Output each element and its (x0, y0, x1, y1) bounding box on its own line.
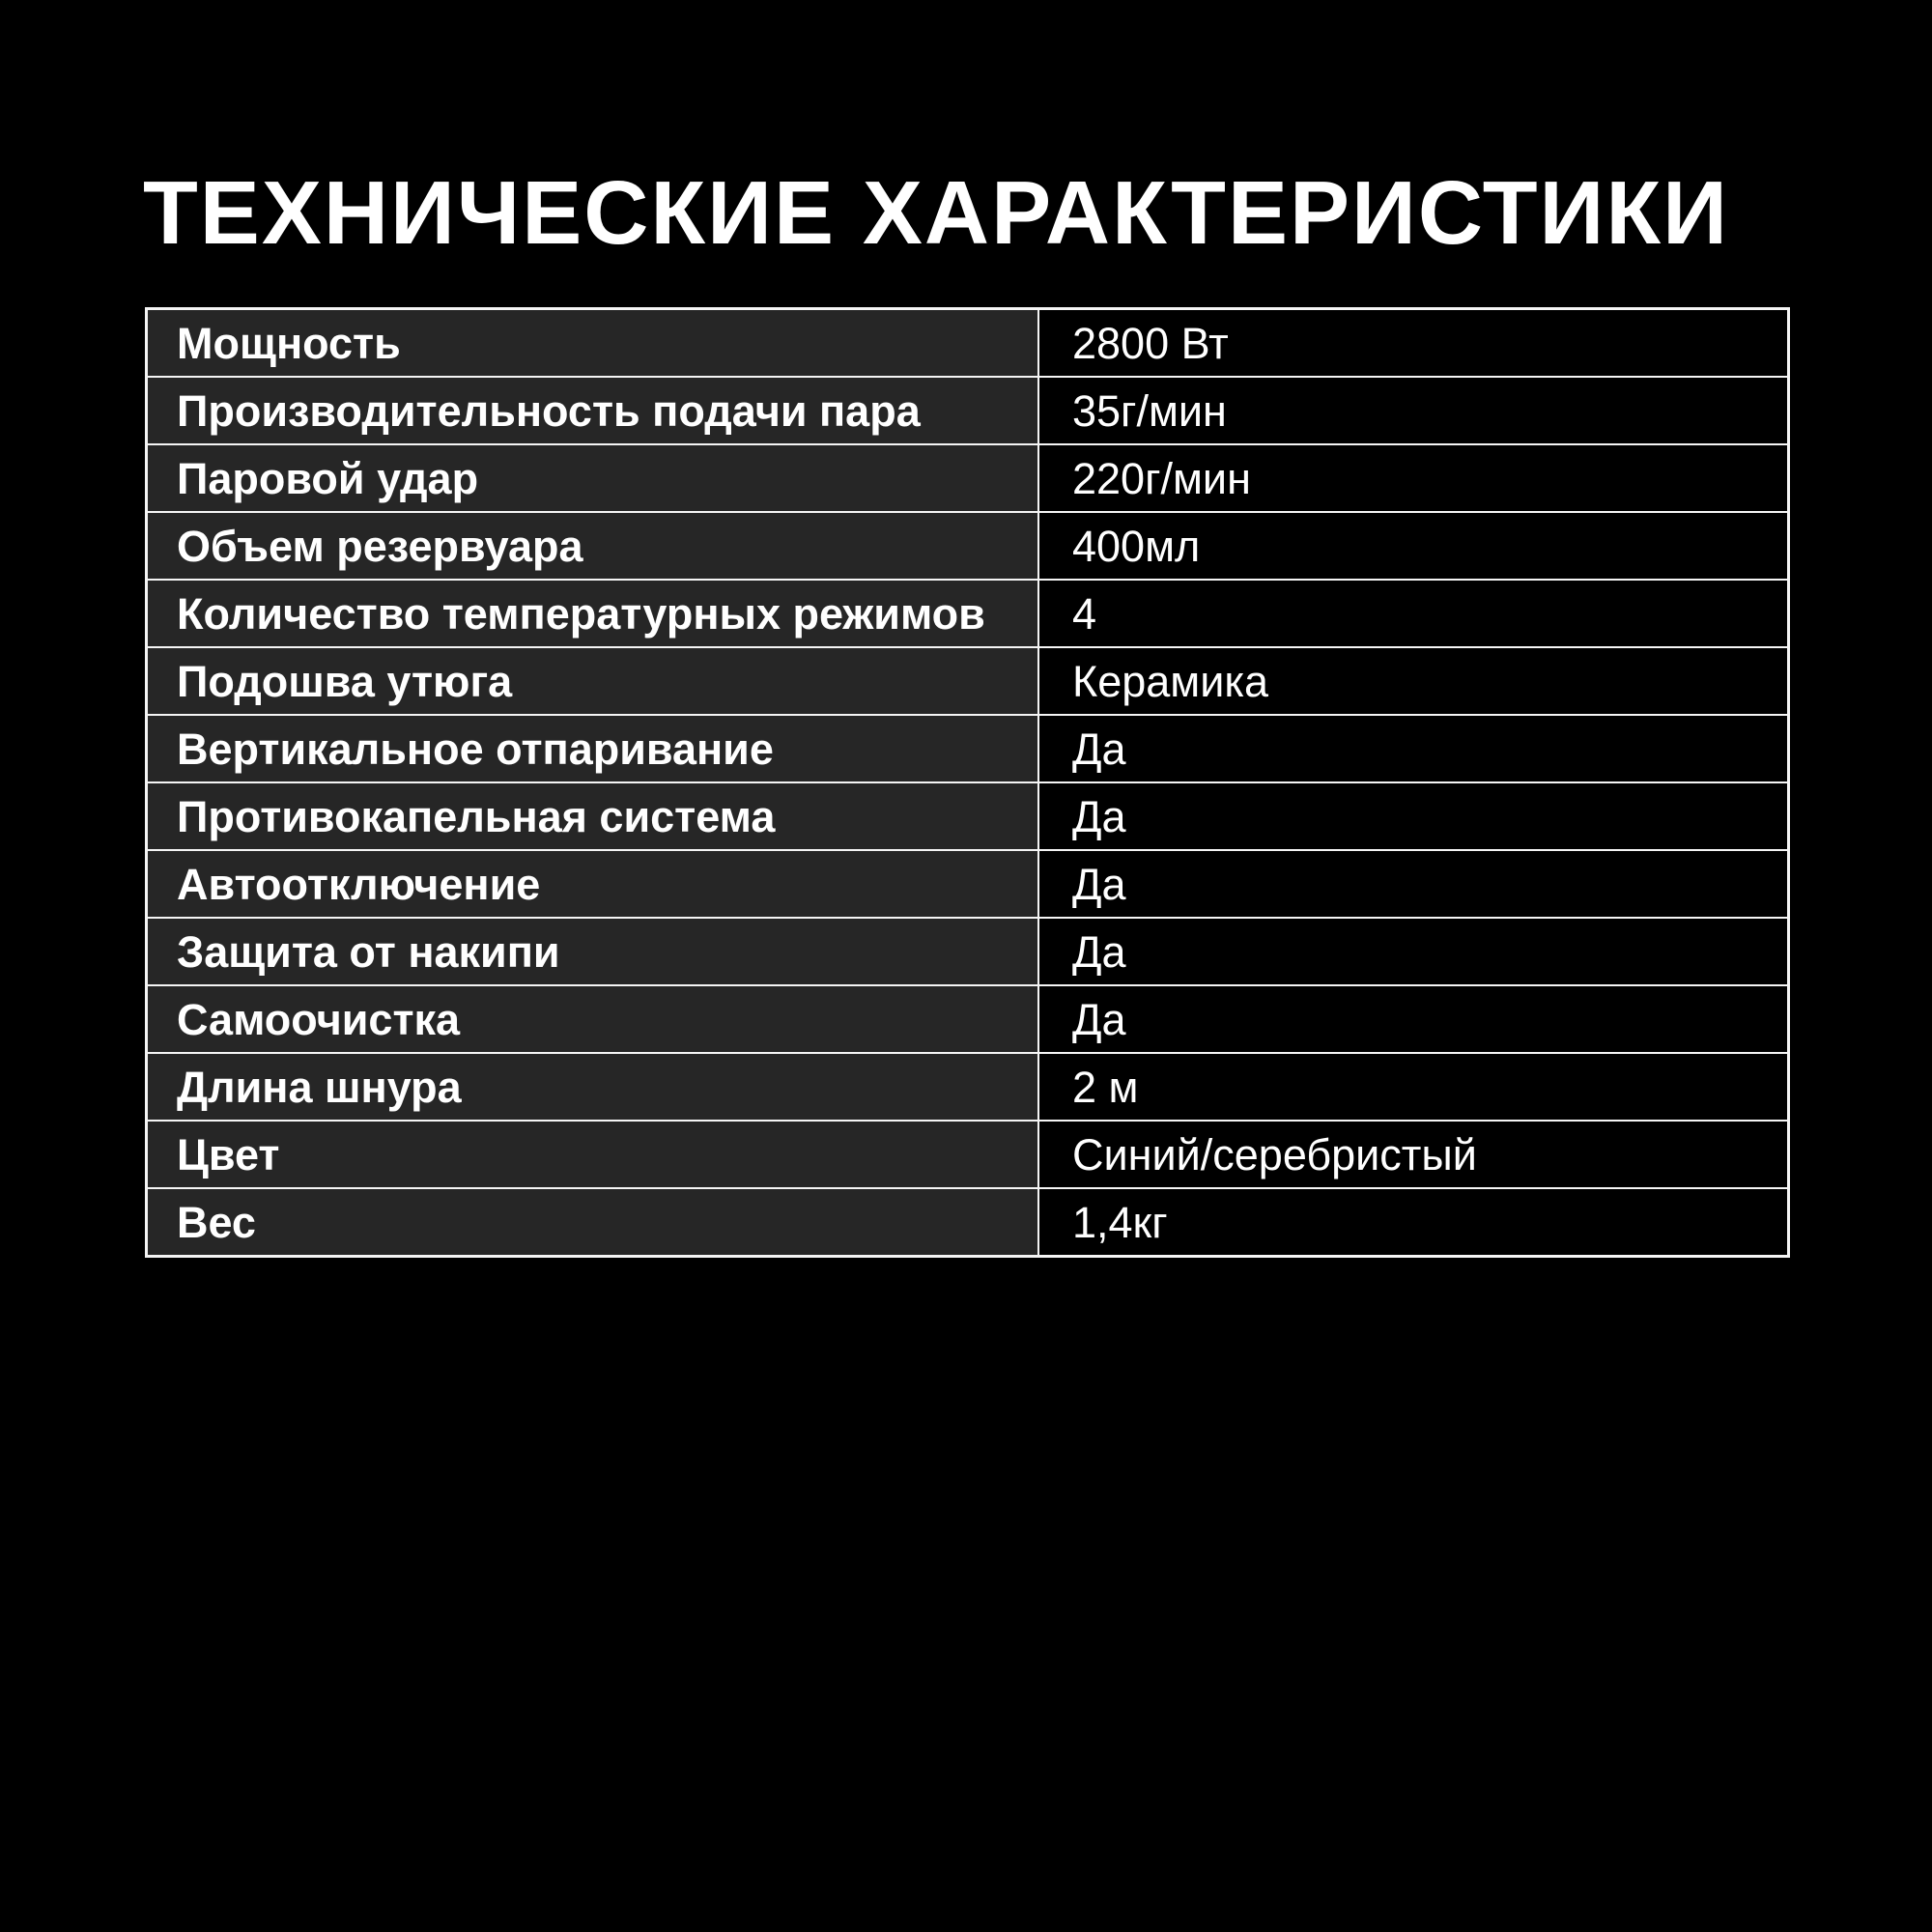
spec-label: Количество температурных режимов (147, 580, 1039, 647)
spec-value: Да (1038, 782, 1789, 850)
page-title: ТЕХНИЧЕСКИЕ ХАРАКТЕРИСТИКИ (143, 162, 1729, 264)
table-row (147, 782, 1789, 850)
spec-label: Вес (147, 1188, 1039, 1257)
spec-value: Да (1038, 918, 1789, 985)
spec-label: Производительность подачи пара (147, 377, 1039, 444)
spec-value: 35г/мин (1038, 377, 1789, 444)
table-row (147, 512, 1789, 580)
spec-label: Защита от накипи (147, 918, 1039, 985)
spec-value: Да (1038, 850, 1789, 918)
table-row (147, 715, 1789, 782)
table-row (147, 309, 1789, 378)
table-row (147, 647, 1789, 715)
spec-value: Да (1038, 715, 1789, 782)
spec-label: Длина шнура (147, 1053, 1039, 1121)
table-row (147, 1053, 1789, 1121)
spec-value: Да (1038, 985, 1789, 1053)
spec-label: Самоочистка (147, 985, 1039, 1053)
spec-label: Вертикальное отпаривание (147, 715, 1039, 782)
spec-label: Противокапельная система (147, 782, 1039, 850)
spec-value: 2 м (1038, 1053, 1789, 1121)
spec-value: 220г/мин (1038, 444, 1789, 512)
spec-label: Цвет (147, 1121, 1039, 1188)
spec-value: 2800 Вт (1038, 309, 1789, 378)
spec-value: 4 (1038, 580, 1789, 647)
spec-label: Мощность (147, 309, 1039, 378)
spec-value: 400мл (1038, 512, 1789, 580)
table-row (147, 850, 1789, 918)
spec-value: Синий/серебристый (1038, 1121, 1789, 1188)
specs-table-body (147, 309, 1789, 1257)
table-row (147, 1188, 1789, 1257)
table-row (147, 444, 1789, 512)
spec-label: Паровой удар (147, 444, 1039, 512)
table-row (147, 1121, 1789, 1188)
table-row (147, 918, 1789, 985)
spec-label: Подошва утюга (147, 647, 1039, 715)
spec-label: Объем резервуара (147, 512, 1039, 580)
spec-label: Автоотключение (147, 850, 1039, 918)
table-row (147, 580, 1789, 647)
spec-value: 1,4кг (1038, 1188, 1789, 1257)
spec-value: Керамика (1038, 647, 1789, 715)
table-row (147, 377, 1789, 444)
specs-table (145, 307, 1790, 1258)
table-row (147, 985, 1789, 1053)
